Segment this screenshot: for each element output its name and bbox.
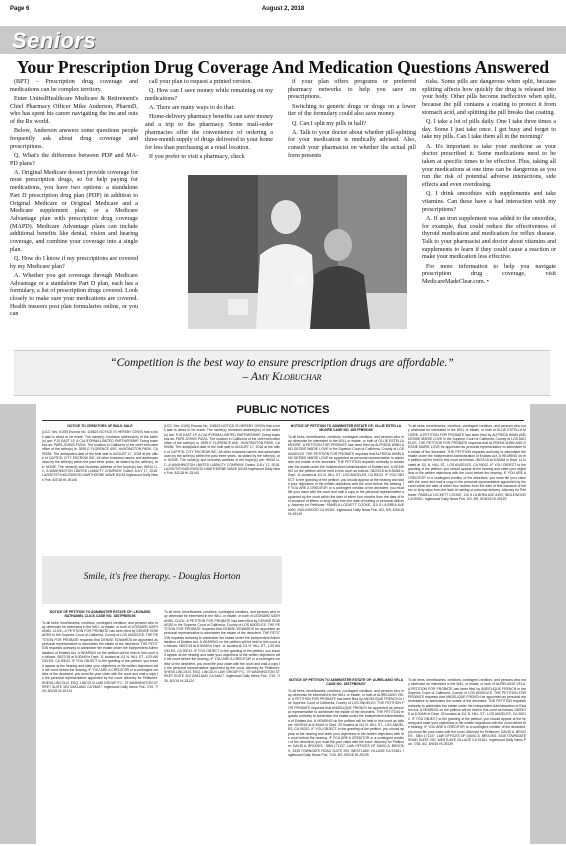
notice-click-estate-cont [164, 610, 280, 842]
notice-body: To all heirs, beneficiaries, creditors, contingent creditors, and persons who may otherwise be interested in the WILL or estate, or both of LEONARD NATHANIEL CLICK. A PETITION FOR PROBATE has been filed by DENISE EDWARDS in the Superior Court of California, County of LOS ANGELES. THE PETITION FOR PROBATE requests that DENISE EDWARDS be appointed as personal representative to administer the estate of the decedent. THE PETITION requests authority to administer the estate under the Independent Administration of Estates Act. A HEARING on the petition will be held in this court as follows: 08/27/18 at 8:30AM in Dept. 11 located at 111 N. HILL ST., LOS ANGELES, CA 90012. IF YOU OBJECT to the granting of the petition, you should appear at the hearing and state your objections or file written objections with the court before the hearing. IF YOU ARE A CREDITOR or a contingent creditor of the decedent, you must file your claim with the court and mail a copy to the personal representative appointed by the court. Attorney for Petitioner: SHEVA LINCOLN, ESQ. LINCOLN LAW GROUP P.C. 75 WASHINGTON STREET SUITE 303 OAKLAND CA 94607. Inglewood Daily News Pub. 7/19, 7/26, 8/2/18 HI-25124 [164, 610, 280, 683]
paragraph: A. Talk to your doctor about whether pill-splitting for your medication is medically advised. Also, consult your pharmacist on whether the actual pill form presents [288, 129, 416, 159]
quote-text: “Competition is the best way to ensure prescription drugs are affordable.” [110, 357, 454, 369]
paragraph: risks. Some pills are dangerous when split, because splitting affects how quickly the drug is released into your body. Other pills become ineffective when split, because the pill contains a coating to protect it from stomach acid, and splitting the pill breaks that coating. [422, 79, 556, 116]
paragraph: A. If an iron supplement was added to the smoothie, for example, that could reduce the effectiveness of thyroid medication and medication for reflux disease. Talk to your pharmacist and doctor about vitamins and supplements to learn if they could cause a reaction or make your medication less effective. [422, 215, 556, 261]
divider [42, 420, 524, 421]
notice-moore-estate-cont [408, 424, 526, 674]
notice-body: To all heirs, beneficiaries, creditors, contingent creditors, and persons who may otherwise be interested in the WILL or estate, or both of AURELIANO VELA. A PETITION FOR PROBATE has been filed by ANGELIQUE FRENCH in the Superior Court of California, County of LOS ANGELES. THE PETITION FOR PROBATE requests that ANGELIQUE FRENCH be appointed as personal representative to administer the estate of the decedent. THE PETITION requests authority to administer the estate under the Independent Administration of Estates Act. A HEARING on the petition will be held in this court as follows: 08/29/18 at 8:30AM in Dept. 29 located at 111 N. HILL ST., LOS ANGELES, CA 90012. IF YOU OBJECT to the granting of the petition, you should appear at the hearing and state your objections or file written objections with the court before the hearing. IF YOU ARE A CREDITOR or a contingent creditor of the decedent, you must file your claim with the court. Attorney for Petitioner: DAVID A. BROOKS - SBN 171137, LAW OFFICES OF DAVID A. BROOKS, 3435 TOWNGATE ROAD SUITE 200, WESTLAKE VILLAGE CA 91361. Inglewood Daily News Pub. 7/26, 8/2, 8/9/18 HI-25139 [288, 688, 404, 758]
paragraph: Enter UnitedHealthcare Medicare & Retirement's Chief Pharmacy Officer Mike Anderson, PharmD, who has spent his career navigating the ins and outs of the Rx world. [10, 95, 138, 126]
article-column-1 [10, 79, 138, 321]
notice-title: NOTICE OF PETITION TO ADMINISTER ESTATE OF: AURELIANO VELA CASE NO. 18STPB05207 [288, 678, 404, 687]
paragraph: if your plan offers programs or preferred pharmacy networks to help you save on prescriptions. [288, 79, 416, 101]
article-column-3 [288, 79, 416, 162]
paragraph: A. It's important to take your medicine as your doctor prescribed it. Some medications need to be taken at specific times to be effective. Plus, taking all your medications at one time can be dangerous as you run the risk of potential adverse interactions, side effects and even overdosing. [422, 143, 556, 189]
notice-body: (UCC Sec. 6105) Escrow No. 118623 NOTICE IS HEREBY GIVEN that a bulk sale is about to be made. The name(s), business address(es) of the seller(s) are: PJS EAST LP, A CALIFORNIA LIMITED PARTNERSHIP. Doing business as: PAPA JOHNS PIZZA. The location in California of the chief executive office of the seller(s) is: 3939 E FLORENCE AVE, HUNTINGTON PARK, CA 90255. The anticipated date of the bulk sale is AUGUST 17, 2018 at the office of CAPITOL CITY ESCROW INC. All other business names and addresses used by the seller(s) within the past three years, as stated by the seller(s), are: NONE. The name(s) and business address of the buyer(s) are: WINU LLC, A WASHINGTON LIMITED LIABILITY COMPANY. Dated: JULY 17, 2018. LA2057070 INGLEWOOD HAWTHORNE WAVE 8/2/18 Inglewood Daily News Pub. 8/2/18 HI-25145 [164, 424, 280, 476]
notice-moore-estate [288, 424, 404, 674]
quote-attribution: – Amy Klobuchar [242, 371, 322, 383]
paragraph: If you prefer to visit a pharmacy, check [149, 154, 245, 161]
issue-date: August 2, 2018 [261, 6, 305, 12]
notice-title: NOTICE OF PETITION TO ADMINISTER ESTATE OF: LEONARD NATHANIEL CLICK CASE NO. 18STPB05193 [49, 610, 151, 619]
paragraph: Q. Can I split my pills in half? [292, 120, 367, 127]
section-title: Seniors [12, 28, 97, 53]
paragraph: Q. What's the difference between PDP and MA-PD plans? [10, 152, 138, 167]
paragraph: call your plan to request a printed version. [149, 79, 252, 85]
pharmacist-and-patient-image [188, 175, 407, 329]
notices-right-margin [530, 404, 566, 844]
notice-body: To all heirs, beneficiaries, creditors, contingent creditors, and persons who may otherwise be interested in the WILL or estate, or both of AURELIANO VELA. A PETITION FOR PROBATE has been filed by ANGELIQUE FRENCH in the Superior Court of California, County of LOS ANGELES. THE PETITION FOR PROBATE requests that ANGELIQUE FRENCH be appointed as personal representative to administer the estate of the decedent. THE PETITION requests authority to administer the estate under the Independent Administration of Estates Act. A HEARING on the petition will be held in this court as follows: 08/29/18 at 8:30AM in Dept. 29 located at 111 N. HILL ST., LOS ANGELES, CA 90012. IF YOU OBJECT to the granting of the petition, you should appear at the hearing and state your objections or file written objections with the court before the hearing. IF YOU ARE A CREDITOR or a contingent creditor of the decedent, you must file your claim with the court. Attorney for Petitioner: DAVID A. BROOKS - SBN 171137, LAW OFFICES OF DAVID A. BROOKS, 3435 TOWNGATE ROAD SUITE 200, WESTLAKE VILLAGE CA 91361. Inglewood Daily News Pub. 7/26, 8/2, 8/9/18 HI-25139 [408, 678, 526, 747]
paragraph: Below, Anderson answers some questions people frequently ask about drug coverage and prescriptions. [10, 128, 138, 150]
paragraph: Home-delivery pharmacy benefits can save money and a trip to the pharmacy. Some mail-order pharmacies offer the convenience of ordering a three-month supply of drugs delivered to your home for less than purchasing at a retail location. [145, 114, 273, 152]
article-column-4 [422, 79, 556, 288]
paragraph: A. Whether you get coverage through Medicare Advantage or a standalone Part D plan, each has a formulary, a list of prescription drugs covered. Look closely to make sure your medications are covered. Health insurers post plan formularies online, or you can [10, 272, 138, 318]
notice-bulk-sale [42, 424, 158, 552]
article-photo [188, 175, 407, 329]
paragraph: Switching to generic drugs or drugs on a lower tier of the formulary could also save money. [288, 103, 416, 118]
notices-left-margin [0, 404, 36, 844]
notice-title: NOTICE TO CREDITORS OF BULK SALE [67, 424, 133, 428]
paragraph: Q. How can I save money while remaining on my medications? [145, 88, 273, 102]
page-number: Page 6 [10, 6, 30, 12]
smile-quote: Smile, it's free therapy. - Douglas Horton [83, 572, 241, 582]
notice-body: To all heirs, beneficiaries, creditors, contingent creditors, and persons who may otherwise be interested in the WILL or estate, or both of OLLIE ESTELLA MOORE. A PETITION FOR PROBATE has been filed by ALFREDA WINN AND DESSIE MARIE LOVE in the Superior Court of California, County of LOS ANGELES. THE PETITION FOR PROBATE requests that ALFREDA WINN AND DESSIE MARIE LOVE be appointed as personal representative to administer the estate of the decedent. THE PETITION requests authority to administer the estate under the Independent Administration of Estates Act. A HEARING on the petition will be held in this court as follows: 08/22/18 at 8:30AM in Dept. 11 located at 111 N. HILL ST., LOS ANGELES, CA 90012. IF YOU OBJECT to the granting of the petition, you should appear at the hearing and state your objections or file written objections with the court before the hearing. IF YOU ARE A CREDITOR or a contingent creditor of the decedent, you must file your claim with the court and mail a copy to the personal representative appointed by the court within the later of either four months from the date of first issuance of letters or sixty days from the date of mailing or personal delivery. Attorney for Petitioner: PAMELA LOCKETT COOKE, 110 S LA BREA AVE #300, INGLEWOOD CA 90301. Inglewood Daily News Pub. 8/2, 8/9, 8/16/18 HI-25149 [288, 434, 404, 516]
notice-bulk-sale-cont [164, 424, 280, 552]
article-column-2 [145, 79, 273, 164]
public-notices-title: PUBLIC NOTICES [236, 404, 330, 416]
notice-body: To all heirs, beneficiaries, creditors, contingent creditors, and persons who may otherwise be interested in the WILL or estate, or both of OLLIE ESTELLA MOORE. A PETITION FOR PROBATE has been filed by ALFREDA WINN AND DESSIE MARIE LOVE in the Superior Court of California, County of LOS ANGELES. THE PETITION FOR PROBATE requests that ALFREDA WINN AND DESSIE MARIE LOVE be appointed as personal representative to administer the estate of the decedent. THE PETITION requests authority to administer the estate under the Independent Administration of Estates Act. A HEARING on the petition will be held in this court as follows: 08/22/18 at 8:30AM in Dept. 11 located at 111 N. HILL ST., LOS ANGELES, CA 90012. IF YOU OBJECT to the granting of the petition, you should appear at the hearing and state your objections or file written objections with the court before the hearing. IF YOU ARE A CREDITOR or a contingent creditor of the decedent, you must file your claim with the court and mail a copy to the personal representative appointed by the court within the later of either four months from the date of first issuance of letters or sixty days from the date of mailing or personal delivery. Attorney for Petitioner: PAMELA LOCKETT COOKE, 110 S LA BREA AVE #300, INGLEWOOD CA 90301. Inglewood Daily News Pub. 8/2, 8/9, 8/16/18 HI-25149 [408, 424, 526, 502]
paragraph: A. There are many ways to do that: [149, 105, 235, 112]
pull-quote [14, 356, 550, 384]
paragraph: Q. I drink smoothies with supplements and take vitamins. Can these have a bad interaction with my prescriptions? [422, 191, 556, 213]
paragraph: Q. I take a lot of pills daily. One I take three times a day. Some I just take once. I get busy and forget to take my pills. Can I take them all in the morning? [422, 119, 556, 141]
notice-title: NOTICE OF PETITION TO ADMINISTER ESTATE OF: OLLIE ESTELLA MOORE CASE NO. 18STPB05169 [290, 424, 402, 433]
paragraph: (BPT) - Prescription drug coverage and medications can be complex territory. [10, 79, 138, 93]
paragraph: For more information to help you navigate prescription drug coverage, visit MedicareMadeClear.com. • [422, 263, 556, 286]
notice-body: (UCC Sec. 6105) Escrow No. 118623 NOTICE IS HEREBY GIVEN that a bulk sale is about to be made. The name(s), business address(es) of the seller(s) are: PJS EAST LP, A CALIFORNIA LIMITED PARTNERSHIP. Doing business as: PAPA JOHNS PIZZA. The location in California of the chief executive office of the seller(s) is: 3939 E FLORENCE AVE, HUNTINGTON PARK, CA 90255. The anticipated date of the bulk sale is AUGUST 17, 2018 at the office of CAPITOL CITY ESCROW INC. All other business names and addresses used by the seller(s) within the past three years, as stated by the seller(s), are: NONE. The name(s) and business address of the buyer(s) are: WINU LLC, A WASHINGTON LIMITED LIABILITY COMPANY. Dated: JULY 17, 2018. LA2057070 INGLEWOOD HAWTHORNE WAVE 8/2/18 Inglewood Daily News Pub. 8/2/18 HI-25145 [42, 430, 158, 482]
notice-click-estate [42, 610, 158, 842]
paragraph: A. Original Medicare doesn't provide coverage for most prescription drugs, so for help paying for medications, you have two options: a standalone Part D prescription drug plan (PDP) in addition to Original Medicare or Original Medicare and a Medicare supplement plan; or a Medicare Advantage plan with prescription drug coverage (MAPD). Medicare Advantage plans can include additional benefits like dental, vision and hearing coverage, and combine your coverage into a single plan. [10, 169, 138, 253]
article-headline: Your Prescription Drug Coverage And Medication Questions Answered [16, 57, 550, 77]
notice-body: To all heirs, beneficiaries, creditors, contingent creditors, and persons who may otherwise be interested in the WILL or estate, or both of LEONARD NATHANIEL CLICK. A PETITION FOR PROBATE has been filed by DENISE EDWARDS in the Superior Court of California, County of LOS ANGELES. THE PETITION FOR PROBATE requests that DENISE EDWARDS be appointed as personal representative to administer the estate of the decedent. THE PETITION requests authority to administer the estate under the Independent Administration of Estates Act. A HEARING on the petition will be held in this court as follows: 08/27/18 at 8:30AM in Dept. 11 located at 111 N. HILL ST., LOS ANGELES, CA 90012. IF YOU OBJECT to the granting of the petition, you should appear at the hearing and state your objections or file written objections with the court before the hearing. IF YOU ARE A CREDITOR or a contingent creditor of the decedent, you must file your claim with the court and mail a copy to the personal representative appointed by the court. Attorney for Petitioner: SHEVA LINCOLN, ESQ. LINCOLN LAW GROUP P.C. 75 WASHINGTON STREET SUITE 303 OAKLAND CA 94607. Inglewood Daily News Pub. 7/19, 7/26, 8/2/18 HI-25124 [42, 620, 158, 694]
notice-vela-estate-cont [408, 678, 526, 842]
paragraph: Q. How do I know if my prescriptions are covered by my Medicare plan? [10, 255, 138, 270]
notice-vela-estate [288, 678, 404, 842]
